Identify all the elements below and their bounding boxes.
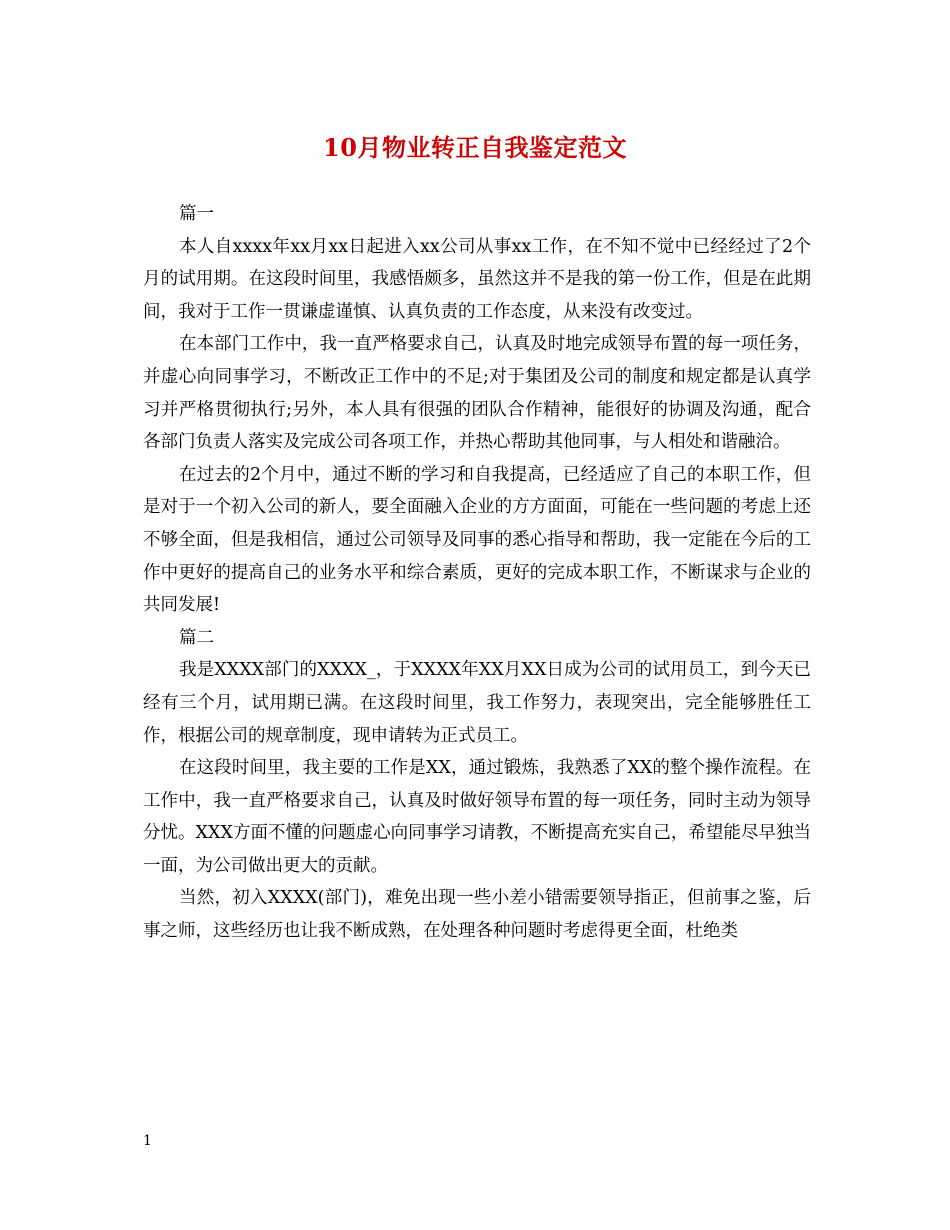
paragraph: 在本部门工作中，我一直严格要求自己，认真及时地完成领导布置的每一项任务，并虚心向同事学习，不断改正工作中的不足;对于集团及公司的制度和规定都是认真学习并严格贯彻执行;另外，本人具有很强的团队合作精神，能很好的协调及沟通，配合各部门负责人落实及完成公司各项工作，并热心帮助其他同事，与人相处和谐融洽。	[143, 334, 811, 453]
paragraph: 在这段时间里，我主要的工作是XX，通过锻炼，我熟悉了XX的整个操作流程。在工作中，我一直严格要求自己，认真及时做好领导布置的每一项任务，同时主动为领导分忧。XXX方面不懂的问题虚心向同事学习请教，不断提高充实自己，希望能尽早独当一面，为公司做出更大的贡献。	[143, 758, 811, 876]
page-number: 1	[143, 1133, 152, 1149]
paragraph: 当然，初入XXXX(部门)，难免出现一些小差小错需要领导指正，但前事之鉴，后事之师，这些经历也让我不断成熟，在处理各种问题时考虑得更全面，杜绝类	[143, 888, 811, 942]
document-body	[143, 198, 811, 948]
section-heading-2: 篇二	[179, 627, 214, 648]
paragraph: 本人自xxxx年xx月xx日起进入xx公司从事xx工作，在不知不觉中已经经过了2个月的试用期。在这段时间里，我感悟颇多，虽然这并不是我的第一份工作，但是在此期间，我对于工作一贯谦虚谨慎、认真负责的工作态度，从来没有改变过。	[143, 236, 811, 322]
section-heading-1: 篇一	[179, 204, 214, 224]
paragraph: 在过去的2个月中，通过不断的学习和自我提高，已经适应了自己的本职工作，但是对于一个初入公司的新人，要全面融入企业的方方面面，可能在一些问题的考虑上还不够全面，但是我相信，通过公司领导及同事的悉心指导和帮助，我一定能在今后的工作中更好的提高自己的业务水平和综合素质，更好的完成本职工作，不断谋求与企业的共同发展!	[143, 464, 811, 616]
paragraph: 我是XXXX部门的XXXX_，于XXXX年XX月XX日成为公司的试用员工，到今天已经有三个月，试用期已满。在这段时间里，我工作努力，表现突出，完全能够胜任工作，根据公司的规章制度，现申请转为正式员工。	[143, 660, 811, 746]
document-title: 10月物业转正自我鉴定范文	[323, 133, 627, 162]
